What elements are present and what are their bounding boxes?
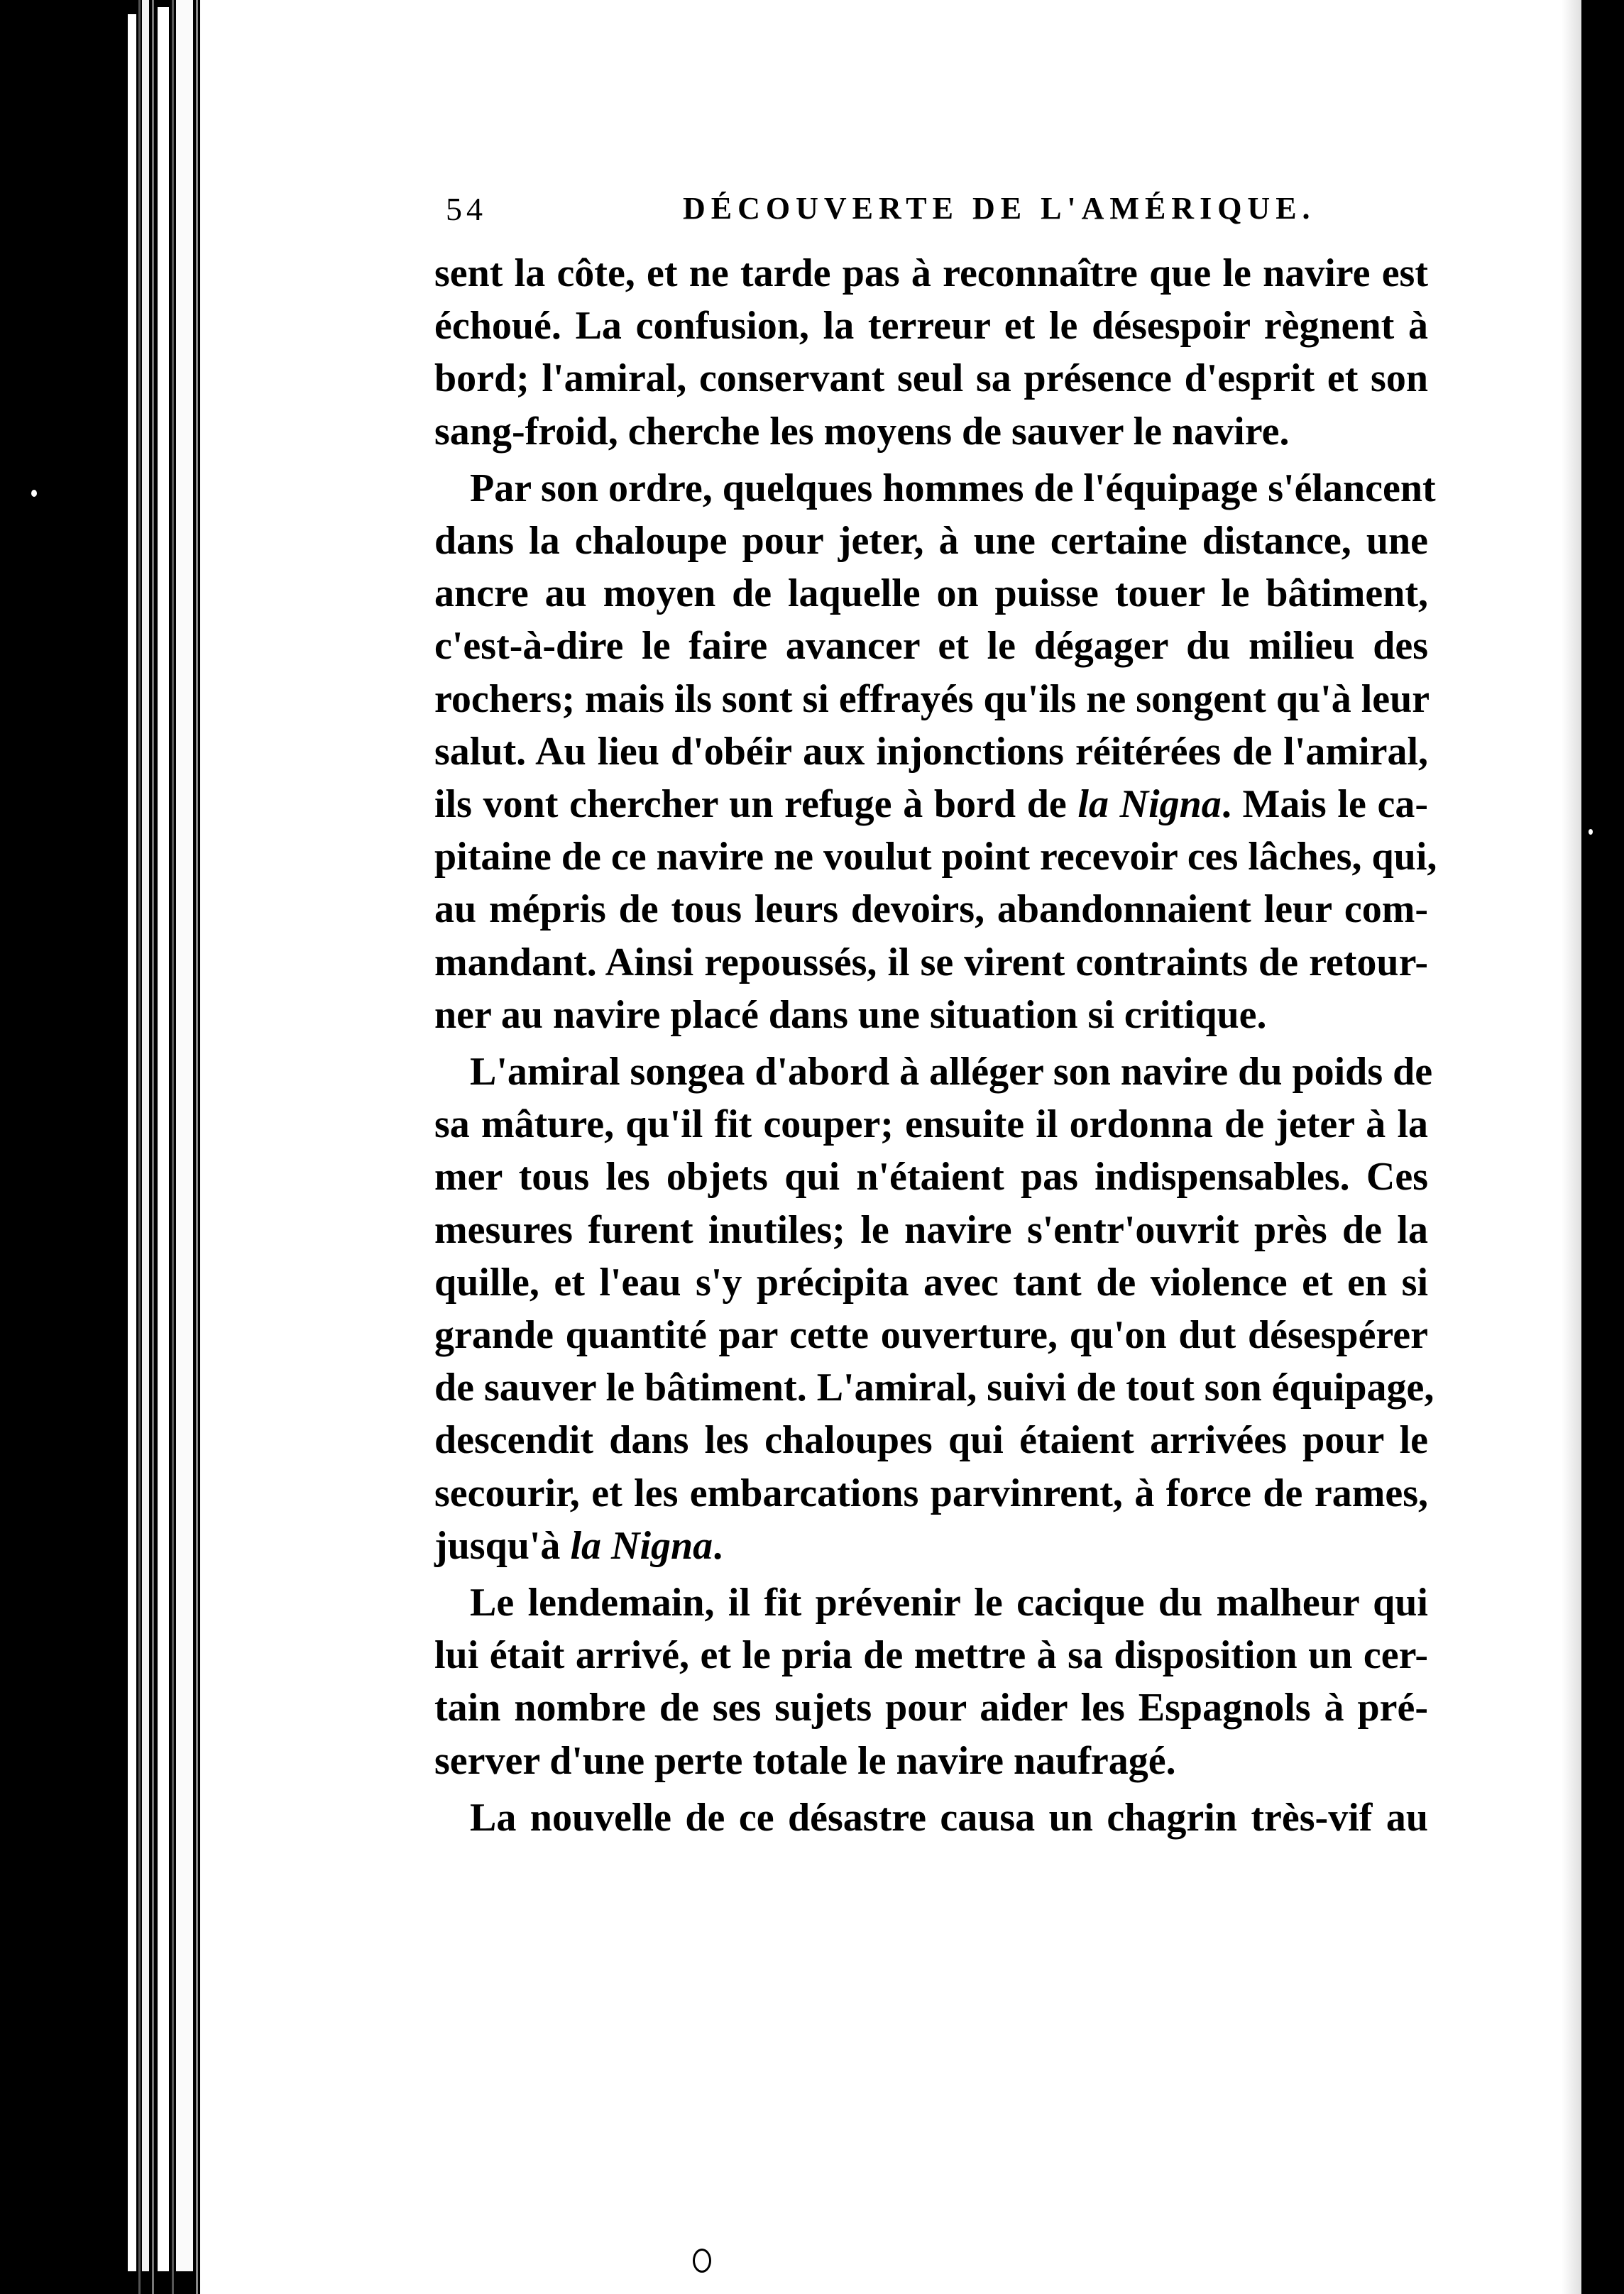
text-line: sa mâture, qu'il fit couper; ensuite il ordonna de jeter à la	[434, 1102, 1428, 1147]
text-line: mesures furent inutiles; le navire s'entr'ouvrit près de la	[434, 1207, 1428, 1252]
text-line: sent la côte, et ne tarde pas à reconnaître que le navire est	[434, 251, 1428, 295]
scan-speck	[31, 490, 37, 497]
text-line: secourir, et les embarcations parvinrent, à force de rames,	[434, 1471, 1428, 1515]
text-line: mer tous les objets qui n'étaient pas indispensables. Ces	[434, 1155, 1428, 1200]
page-edge	[128, 14, 136, 2271]
signature-mark-icon	[693, 2249, 711, 2273]
text-line: salut. Au lieu d'obéir aux injonctions réitérées de l'amiral,	[434, 729, 1428, 774]
gutter-line	[172, 0, 174, 2294]
gutter-line	[152, 0, 154, 2294]
page-edge	[176, 0, 193, 2271]
text-line: dans la chaloupe pour jeter, à une certaine distance, une	[434, 519, 1428, 564]
paragraph	[434, 462, 1437, 1041]
text-line: grande quantité par cette ouverture, qu'on dut désespérer	[434, 1313, 1428, 1358]
text-line: Le lendemain, il fit prévenir le cacique du malheur qui	[470, 1581, 1428, 1625]
text-line: rochers; mais ils sont si effrayés qu'ils ne songent qu'à leur	[434, 676, 1430, 721]
text-line: tain nombre de ses sujets pour aider les Espagnols à pré-	[434, 1686, 1428, 1730]
text-line: lui était arrivé, et le pria de mettre à sa disposition un cer-	[434, 1633, 1428, 1678]
running-head: DÉCOUVERTE DE L'AMÉRIQUE.	[683, 191, 1316, 226]
text-line: ner au navire placé dans une situation si critique.	[434, 992, 1267, 1037]
paragraph	[434, 1576, 1428, 1787]
gutter-line	[196, 0, 198, 2294]
text-segment: jusqu'à	[434, 1523, 571, 1568]
page-edge	[142, 0, 149, 2271]
text-line: quille, et l'eau s'y précipita avec tant de violence et en si	[434, 1260, 1428, 1305]
scan-speck	[1589, 829, 1593, 835]
text-line: sang-froid, cherche les moyens de sauver le navire.	[434, 409, 1290, 454]
text-segment: . Mais le ca-	[1221, 782, 1429, 827]
page-right-edge	[1581, 0, 1624, 2294]
text-line	[434, 1520, 1428, 1572]
text-line: bord; l'amiral, conservant seul sa présence d'esprit et son	[434, 356, 1428, 401]
paragraph	[434, 1791, 1428, 1844]
text-line: L'amiral songea d'abord à alléger son navire du poids de	[470, 1050, 1433, 1094]
text-line	[434, 778, 1428, 830]
page-edge	[200, 0, 214, 2294]
ship-name: la Nigna	[570, 1523, 713, 1568]
text-line: descendit dans les chaloupes qui étaient arrivées pour le	[434, 1418, 1428, 1463]
text-line: pitaine de ce navire ne voulut point recevoir ces lâches, qui,	[434, 835, 1437, 879]
text-line: La nouvelle de ce désastre causa un chagrin très-vif au	[470, 1795, 1428, 1840]
paragraph	[434, 247, 1428, 458]
text-line: de sauver le bâtiment. L'amiral, suivi de tout son équipage,	[434, 1366, 1434, 1410]
text-line: c'est-à-dire le faire avancer et le dégager du milieu des	[434, 624, 1428, 669]
page-right-shade	[1562, 0, 1583, 2294]
text-line: Par son ordre, quelques hommes de l'équipage s'élancent	[470, 466, 1436, 510]
page-number: 54	[446, 191, 487, 227]
text-line: ancre au moyen de laquelle on puisse touer le bâtiment,	[434, 571, 1428, 616]
paragraph	[434, 1046, 1434, 1572]
text-segment: .	[713, 1523, 723, 1568]
text-line: échoué. La confusion, la terreur et le désespoir règnent à	[434, 304, 1428, 349]
text-line: server d'une perte totale le navire naufragé.	[434, 1738, 1176, 1783]
text-line: au mépris de tous leurs devoirs, abandonnaient leur com-	[434, 887, 1428, 932]
body-text	[434, 247, 1437, 1844]
page-header	[446, 190, 1432, 233]
ship-name: la Nigna	[1077, 782, 1222, 827]
text-line: mandant. Ainsi repoussés, il se virent contraints de retour-	[434, 940, 1428, 984]
gutter-line	[138, 0, 141, 2294]
page-edge	[158, 7, 169, 2271]
text-segment: ils vont chercher un refuge à bord de	[434, 782, 1078, 827]
